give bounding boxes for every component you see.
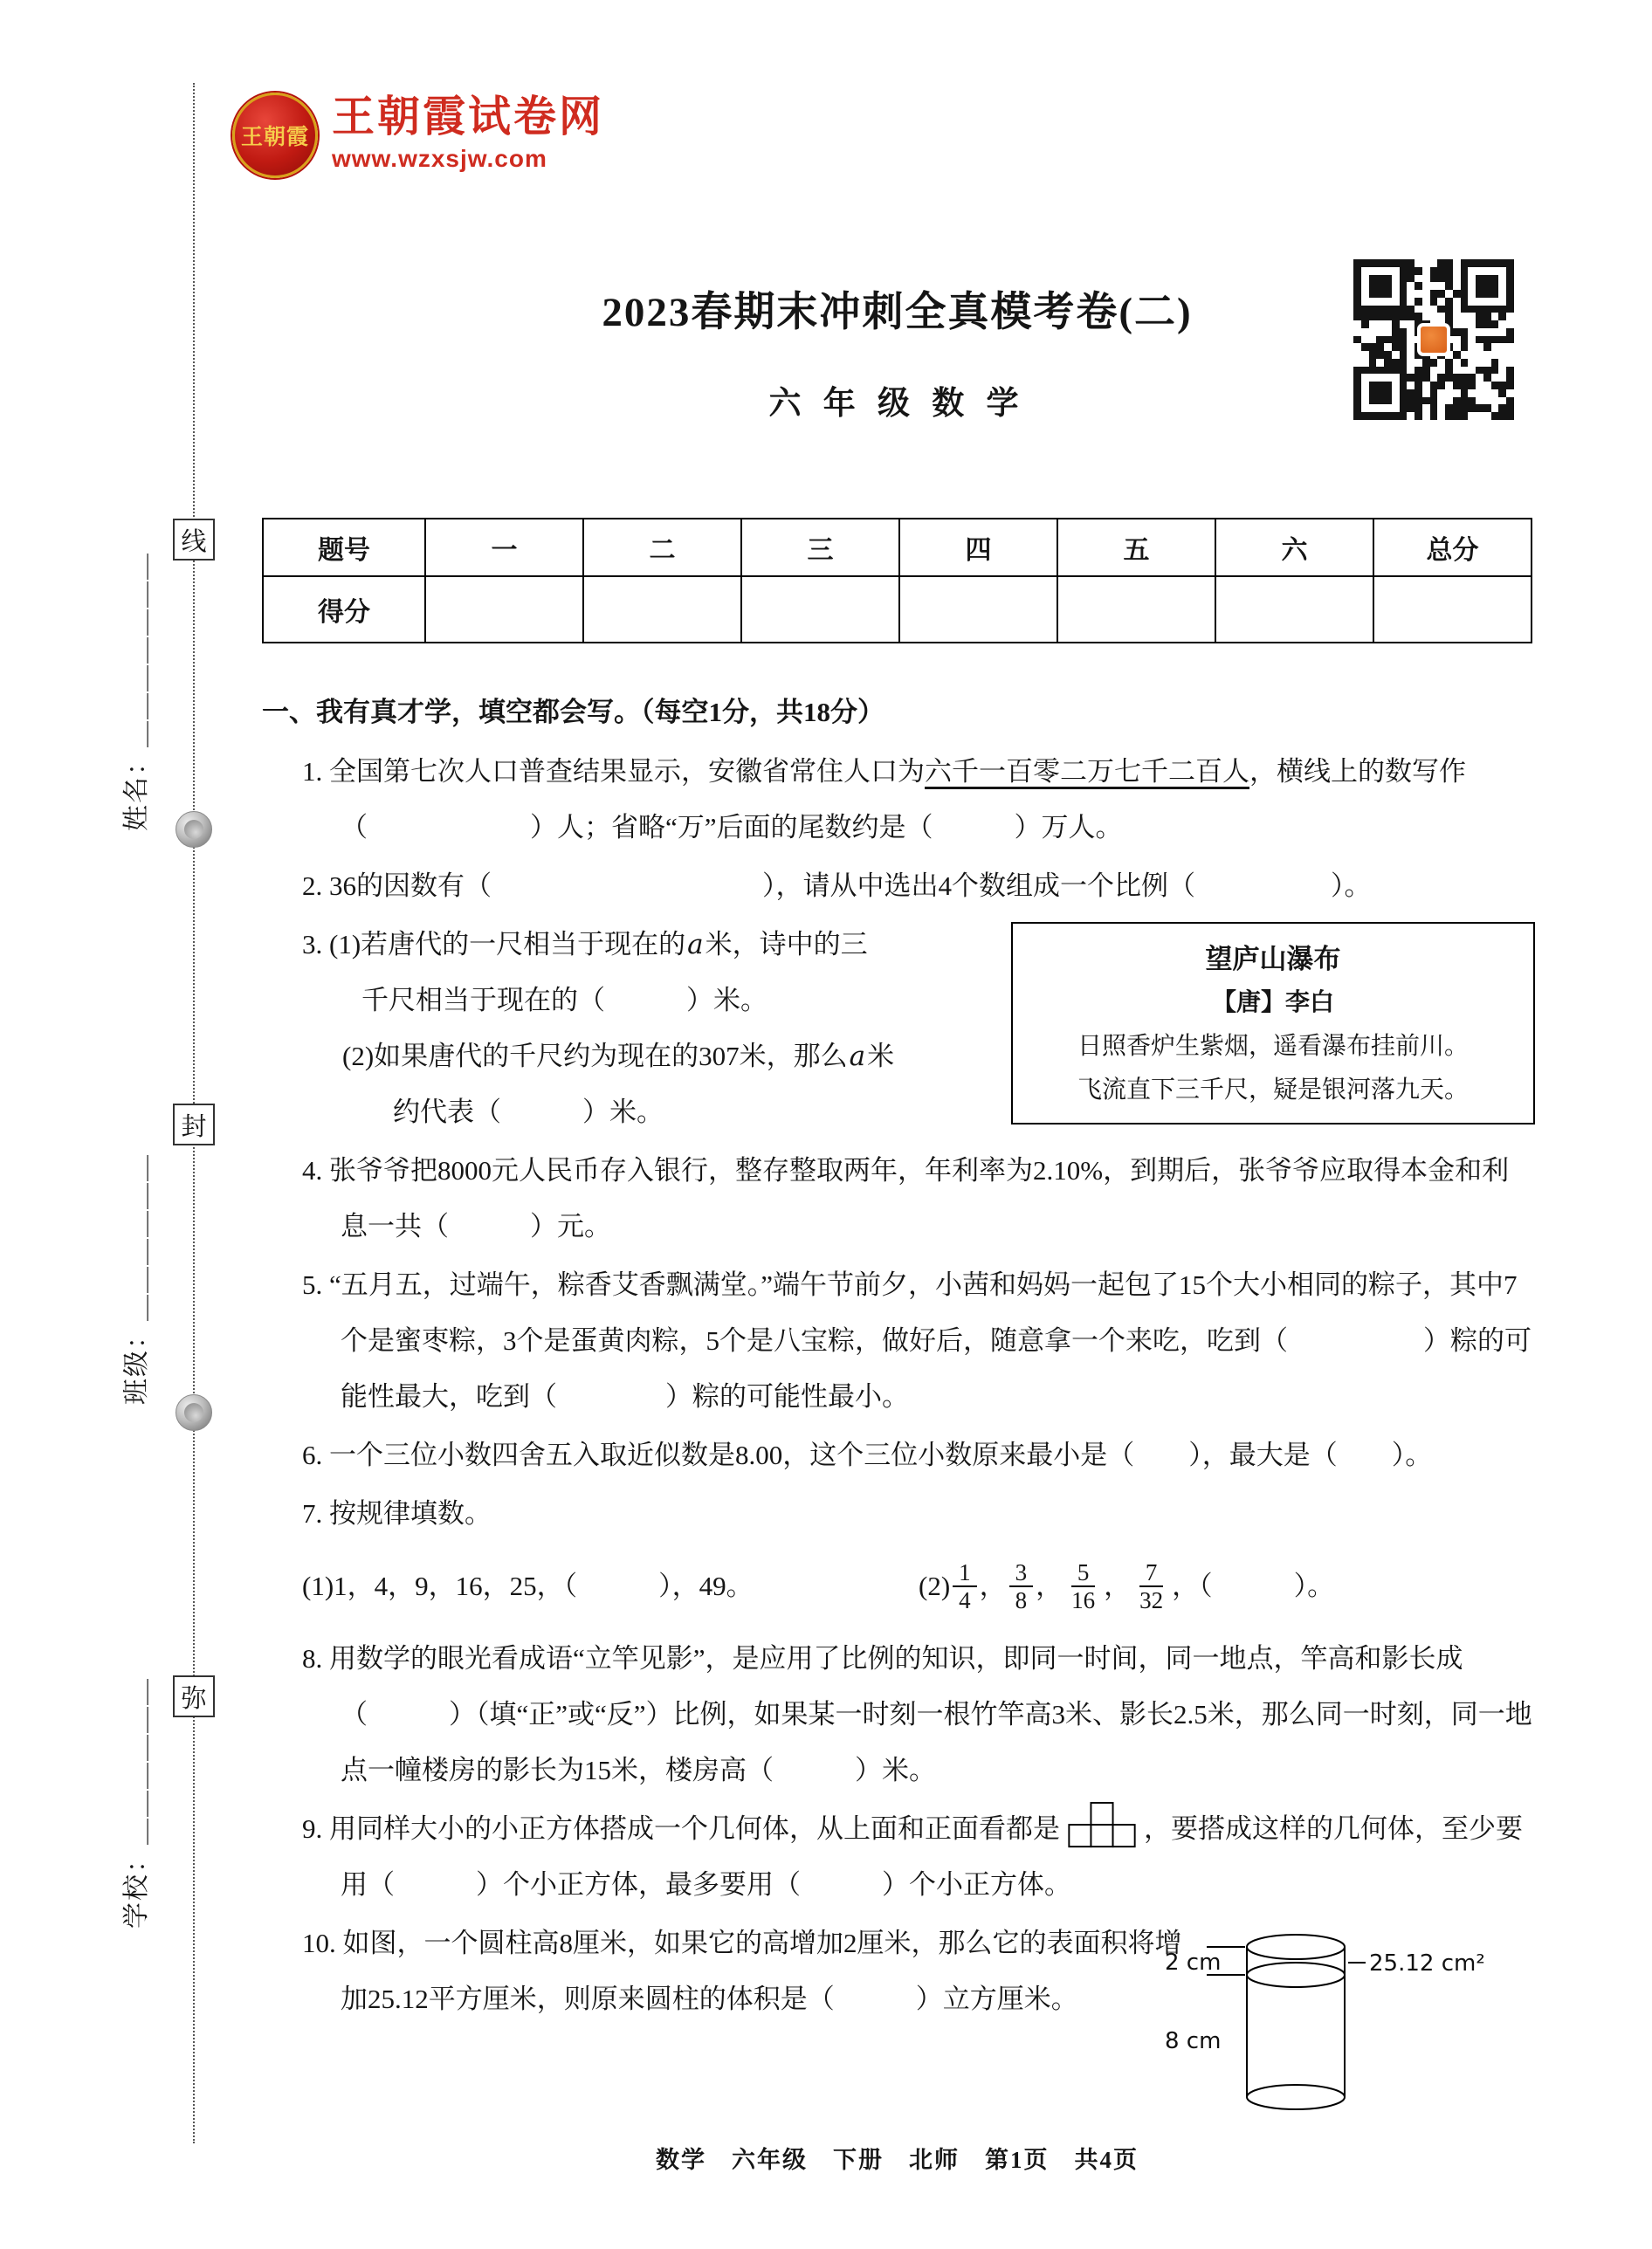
question-8: 8. 用数学的眼光看成语“立竿见影”，是应用了比例的知识，即同一时间，同一地点，竿高和影长成（ ）（填“正”或“反”）比例，如果某一时刻一根竹竿高3米、影长2.5米，那么同一时刻，同一地点一幢楼房的影长为15米，楼房高（ ）米。 bbox=[302, 1643, 1532, 1785]
brand-seal-text: 王朝霞 bbox=[240, 126, 309, 149]
poem-title: 望庐山瀑布 bbox=[1205, 944, 1341, 974]
q3-line-3: (2)如果唐代的千尺约为现在的307米，那么a米 bbox=[342, 1041, 895, 1072]
cylinder-label-2cm: 2 cm bbox=[1165, 1950, 1222, 1976]
variable-a: a bbox=[849, 1041, 866, 1072]
score-cell bbox=[899, 576, 1057, 643]
q3-line-1: 3. (1)若唐代的一尺相当于现在的a米，诗中的三 bbox=[302, 929, 868, 960]
poem-line: 飞流直下三千尺，疑是银河落九天。 bbox=[1077, 1076, 1469, 1104]
cylinder-figure bbox=[1165, 1924, 1535, 2129]
cylinder-label-area: 25.12 cm² bbox=[1369, 1950, 1485, 1977]
poem-line: 日照香炉生紫烟，遥看瀑布挂前川。 bbox=[1077, 1033, 1469, 1060]
q1-text-cont: ，横线上的数写作（ ）人；省略“万”后面的尾数约是（ ）万人。 bbox=[341, 756, 1466, 843]
qr-code bbox=[1347, 253, 1520, 426]
score-col-2: 二 bbox=[583, 519, 741, 576]
fraction: $\frac{3}{8}$ bbox=[1009, 1559, 1034, 1613]
question-9: 9. 用同样大小的小正方体搭成一个几何体，从上面和正面看都是 ，要搭成这样的几何体，至少要用（ ）个小正方体，最多要用（ ）个小正方体。 bbox=[262, 1801, 1535, 1913]
score-cell bbox=[583, 576, 741, 643]
q3-line-2: 千尺相当于现在的（ ）米。 bbox=[361, 985, 767, 1015]
seal-stamp-icon bbox=[176, 811, 212, 848]
seal-char-feng: 封 bbox=[173, 1104, 215, 1145]
fraction: $\frac{5}{16}$ bbox=[1071, 1559, 1096, 1613]
question-4: 4. 张爷爷把8000元人民币存入银行，整存整取两年，年利率为2.10%，到期后，张爷爷应取得本金和利息一共（ ）元。 bbox=[302, 1155, 1510, 1241]
score-table-corner: 题号 bbox=[263, 519, 425, 576]
paper-title: 2023春期末冲刺全真模考卷(二) bbox=[602, 290, 1193, 335]
q3-text bbox=[262, 917, 1011, 1140]
question-10 bbox=[262, 1915, 1535, 2129]
qr-center-logo-icon bbox=[1417, 323, 1450, 356]
section-1-heading: 一、我有真才学，填空都会写。（每空1分，共18分） bbox=[262, 697, 885, 727]
score-row-label: 得分 bbox=[263, 576, 425, 643]
score-col-1: 一 bbox=[425, 519, 583, 576]
question-6: 6. 一个三位小数四舍五入取近似数是8.00，这个三位小数原来最小是（ ），最大是（ ）。 bbox=[302, 1440, 1433, 1470]
score-cell bbox=[425, 576, 583, 643]
question-7-parts bbox=[302, 1544, 1535, 1628]
question-1 bbox=[262, 744, 1535, 856]
score-cell bbox=[1215, 576, 1373, 643]
poem-author: 【唐】李白 bbox=[1211, 989, 1334, 1016]
poem-box bbox=[1011, 922, 1535, 1124]
q7-part-2: (2) $\frac{1}{4}$ ， $\frac{3}{8}$ ， $\frac{5}{16}$ ， $\frac{7}{32}$ ，（ ）。 bbox=[919, 1559, 1335, 1613]
seal-stamp-icon bbox=[176, 1394, 212, 1431]
site-url: www.wzxsjw.com bbox=[332, 145, 547, 173]
q7-part-1: (1)1，4，9，16，25，（ ），49。 bbox=[302, 1571, 754, 1601]
q10-text: 10. 如图，一个圆柱高8厘米，如果它的高增加2厘米，那么它的表面积将增加25.12平方厘米，则原来圆柱的体积是（ ）立方厘米。 bbox=[302, 1928, 1182, 2014]
page-footer: 数学 六年级 下册 北师 第1页 共4页 bbox=[656, 2147, 1139, 2173]
site-name: 王朝霞试卷网 bbox=[332, 93, 605, 141]
fraction: $\frac{7}{32}$ bbox=[1139, 1559, 1164, 1613]
score-cell bbox=[1373, 576, 1532, 643]
exam-body bbox=[262, 684, 1535, 2132]
question-5: 5. “五月五，过端午，粽香艾香飘满堂。”端午节前夕，小茜和妈妈一起包了15个大小相同的粽子，其中7个是蜜枣粽，3个是蛋黄肉粽，5个是八宝粽，做好后，随意拿一个来吃，吃到（ ）粽的可能性最大，吃到（ ）粽的可能性最小。 bbox=[302, 1269, 1532, 1412]
score-table-header-row bbox=[263, 519, 1532, 576]
cube-views-figure bbox=[1067, 1801, 1137, 1850]
score-cell bbox=[1057, 576, 1215, 643]
question-7-intro: 7. 按规律填数。 bbox=[302, 1498, 492, 1529]
score-col-total: 总分 bbox=[1373, 519, 1532, 576]
score-table bbox=[262, 518, 1532, 643]
question-3 bbox=[262, 917, 1535, 1140]
student-name-field: 姓名：＿＿＿＿＿＿＿ bbox=[122, 552, 151, 831]
site-logo bbox=[232, 93, 604, 178]
seal-char-line: 线 bbox=[173, 519, 215, 561]
score-col-3: 三 bbox=[741, 519, 899, 576]
variable-a: a bbox=[687, 929, 704, 960]
q1-text: 1. 全国第七次人口普查结果显示，安徽省常住人口为 bbox=[302, 756, 925, 787]
fraction: $\frac{1}{4}$ bbox=[953, 1559, 977, 1613]
paper-header bbox=[262, 279, 1532, 423]
brand-text bbox=[332, 93, 604, 173]
score-cell bbox=[741, 576, 899, 643]
brand-seal-icon bbox=[232, 93, 318, 178]
q3-line-4: 约代表（ ）米。 bbox=[393, 1097, 664, 1127]
cylinder-label-8cm: 8 cm bbox=[1165, 2028, 1222, 2054]
score-col-5: 五 bbox=[1057, 519, 1215, 576]
seal-char-mi: 弥 bbox=[173, 1675, 215, 1717]
paper-subtitle: 六 年 级 数 学 bbox=[768, 386, 1026, 422]
q1-underlined-number: 六千一百零二万七千二百人 bbox=[925, 756, 1249, 787]
question-2: 2. 36的因数有（ ），请从中选出4个数组成一个比例（ ）。 bbox=[302, 870, 1372, 901]
class-field: 班级：＿＿＿＿＿＿ bbox=[122, 1153, 151, 1405]
score-col-6: 六 bbox=[1215, 519, 1373, 576]
score-col-4: 四 bbox=[899, 519, 1057, 576]
school-field: 学校：＿＿＿＿＿＿ bbox=[122, 1677, 151, 1929]
score-table-score-row bbox=[263, 576, 1532, 643]
